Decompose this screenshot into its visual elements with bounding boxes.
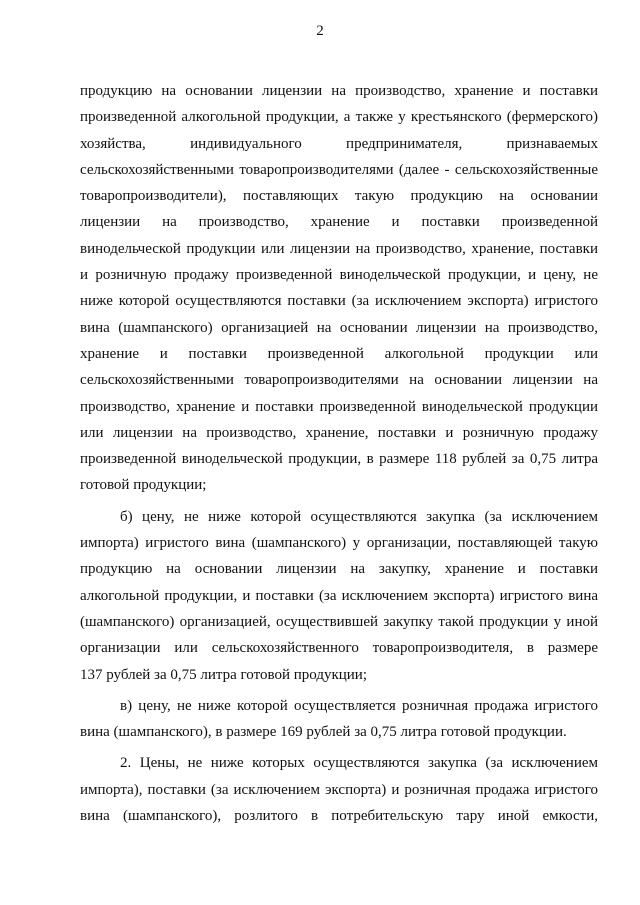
text-line: произведенной алкогольной продукции, а также у крестьянского (фермерского) [80,109,598,126]
text-line: сельскохозяйственными товаропроизводителями на основании лицензии на [80,372,598,389]
text-line: ниже которой осуществляются поставки (за исключением экспорта) игристого [80,293,598,310]
text-line: 2. Цены, не ниже которых осуществляются закупка (за исключением [120,755,598,772]
paragraph-b [80,504,598,688]
text-line: сельскохозяйственными товаропроизводителями (далее - сельскохозяйственные [80,161,598,178]
document-body [80,78,598,829]
text-line: винодельческой продукции или лицензии на производство, хранение, поставки [80,240,598,257]
text-line: вина (шампанского), розлитого в потребительскую тару иной емкости, [80,808,598,825]
text-line: 137 рублей за 0,75 литра готовой продукции; [80,666,367,683]
text-line: и розничную продажу произведенной винодельческой продукции, и цену, не [80,267,598,284]
paragraph-1 [80,78,598,499]
page-number: 2 [316,23,324,39]
text-line: хранение и поставки произведенной алкогольной продукции или [80,345,598,362]
text-line: вина (шампанского), в размере 169 рублей за 0,75 литра готовой продукции. [80,724,567,741]
text-line: произведенной винодельческой продукции, в размере 118 рублей за 0,75 литра [80,451,598,468]
text-line: продукцию на основании лицензии на закупку, хранение и поставки [80,561,598,578]
paragraph-2 [80,750,598,829]
text-line: лицензии на производство, хранение и поставки произведенной [80,214,598,231]
text-line: импорта), поставки (за исключением экспорта) и розничная продажа игристого [80,781,598,798]
text-line: производство, хранение и поставки произведенной винодельческой продукции [80,398,598,415]
text-line: хозяйства, индивидуального предпринимателя, признаваемых [80,135,598,152]
text-line: организации или сельскохозяйственного товаропроизводителя, в размере [80,640,598,657]
text-line: в) цену, не ниже которой осуществляется розничная продажа игристого [120,697,598,714]
text-line: или лицензии на производство, хранение, поставки и розничную продажу [80,424,598,441]
text-line: вина (шампанского) организацией на основании лицензии на производство, [80,319,598,336]
text-line: продукцию на основании лицензии на производство, хранение и поставки [80,83,598,99]
text-line: (шампанского) организацией, осуществившей закупку такой продукции у иной [80,613,598,630]
text-line: алкогольной продукции, и поставки (за исключением экспорта) игристого вина [80,587,598,604]
text-line: товаропроизводители), поставляющих такую продукцию на основании [80,188,598,205]
text-line: б) цену, не ниже которой осуществляются закупка (за исключением [120,508,598,525]
text-line: импорта) игристого вина (шампанского) у организации, поставляющей такую [80,535,598,552]
text-line: готовой продукции; [80,477,207,494]
paragraph-v [80,693,598,746]
